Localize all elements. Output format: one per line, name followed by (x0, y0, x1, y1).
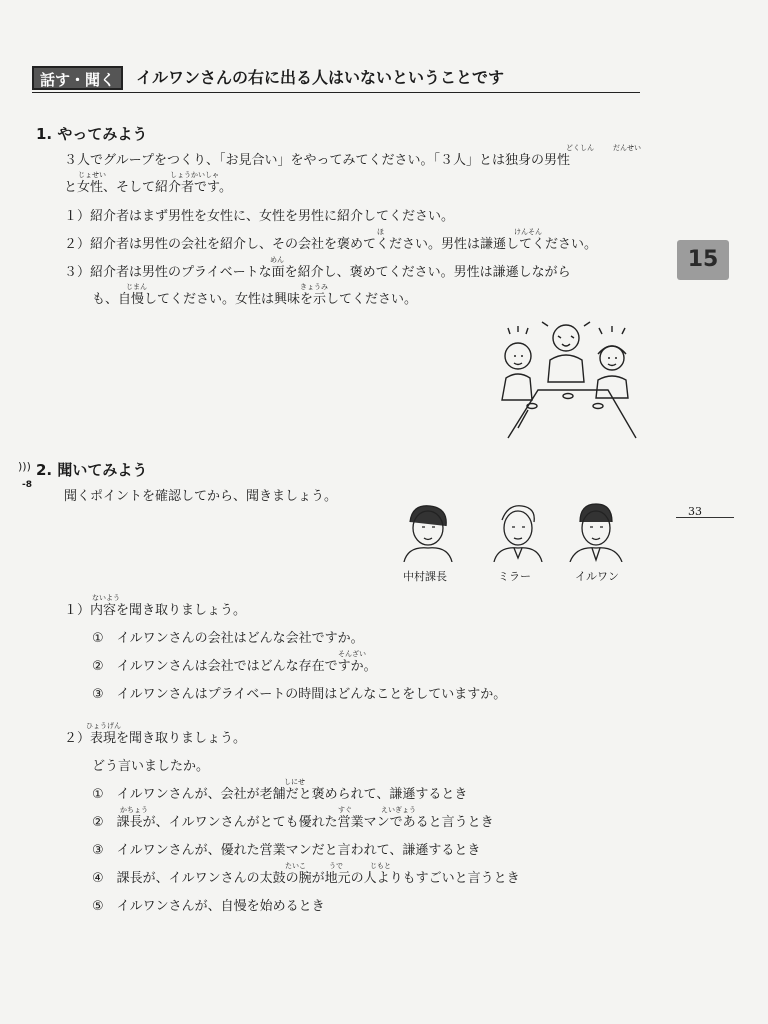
section1-item3-line2: も、自慢してください。女性は興味を示してください。 (92, 292, 418, 307)
portrait-irwan (566, 500, 626, 562)
audio-track-number: -8 (22, 480, 32, 490)
section1-heading: 1. やってみよう (36, 125, 148, 143)
ruby-kyoumi: きょうみ (300, 283, 328, 291)
section1-intro-line2: と女性、そして紹介者です。 (64, 180, 232, 195)
section1-item3-line1: ３）紹介者は男性のプライベートな面を紹介し、褒めてください。男性は謙遜しながら (64, 265, 571, 280)
ruby-ho: ほ (377, 228, 384, 236)
part1-question-3: ③ イルワンさんはプライベートの時間はどんなことをしていますか。 (92, 687, 507, 702)
caption-irwan: イルワン (575, 570, 619, 583)
section1-intro-line1: ３人でグループをつくり、「お見合い」をやってみてください。「３人」とは独身の男性 (64, 153, 570, 168)
audio-icon[interactable]: ))) (18, 460, 31, 473)
page-number-rule (676, 517, 734, 518)
ruby-jimoto: じもと (370, 862, 391, 870)
header-title: イルワンさんの右に出る人はいないということです (136, 68, 505, 87)
section2-heading: 2. 聞いてみよう (36, 461, 148, 479)
ruby-ude: うで (329, 862, 343, 870)
lesson-header (32, 64, 640, 93)
part1-question-2: ② イルワンさんは会社ではどんな存在ですか。 (92, 659, 377, 674)
ruby-sonzai: そんざい (338, 650, 366, 658)
ruby-eigyou: えいぎょう (381, 806, 416, 814)
caption-nakamura: 中村課長 (403, 570, 447, 583)
ruby-naiyou: ないよう (92, 594, 120, 602)
ruby-kenson: けんそん (514, 228, 542, 236)
section2-intro: 聞くポイントを確認してから、聞きましょう。 (64, 489, 338, 504)
part2-subprompt: どう言いましたか。 (92, 759, 210, 774)
ruby-men: めん (270, 256, 284, 264)
caption-miller: ミラー (498, 570, 531, 583)
ruby-dokushin: どくしん (566, 144, 594, 152)
group-meeting-illustration (488, 320, 638, 440)
ruby-josei: じょせい (78, 171, 106, 179)
section1-item1: １）紹介者はまず男性を女性に、女性を男性に紹介してください。 (64, 209, 455, 224)
section1-item2: ２）紹介者は男性の会社を紹介し、その会社を褒めてください。男性は謙遜してください。 (64, 237, 598, 252)
part1-label: １）内容を聞き取りましょう。 (64, 603, 247, 618)
ruby-sugu: すぐ (338, 806, 352, 814)
lesson-number-badge: 15 (677, 240, 729, 280)
part2-label: ２）表現を聞き取りましょう。 (64, 731, 247, 746)
ruby-shinise: しにせ (284, 778, 305, 786)
portrait-miller (488, 500, 548, 562)
part2-question-5: ⑤ イルワンさんが、自慢を始めるとき (92, 899, 325, 914)
ruby-dansei: だんせい (613, 144, 641, 152)
header-tag: 話す・聞く (32, 66, 123, 90)
portrait-nakamura (398, 500, 458, 562)
part2-question-1: ① イルワンさんが、会社が老舗だと褒められて、謙遜するとき (92, 787, 468, 802)
part2-question-2: ② 課長が、イルワンさんがとても優れた営業マンであると言うとき (92, 815, 494, 830)
page-number: 33 (688, 505, 702, 518)
part2-question-3: ③ イルワンさんが、優れた営業マンだと言われて、謙遜するとき (92, 843, 481, 858)
ruby-kachou: かちょう (120, 806, 148, 814)
ruby-taiko: たいこ (285, 862, 306, 870)
part1-question-1: ① イルワンさんの会社はどんな会社ですか。 (92, 631, 364, 646)
ruby-jiman: じまん (126, 283, 147, 291)
ruby-shoukaisha: しょうかいしゃ (170, 171, 219, 179)
ruby-hyougen: ひょうげん (86, 722, 121, 730)
part2-question-4: ④ 課長が、イルワンさんの太鼓の腕が地元の人よりもすごいと言うとき (92, 871, 520, 886)
